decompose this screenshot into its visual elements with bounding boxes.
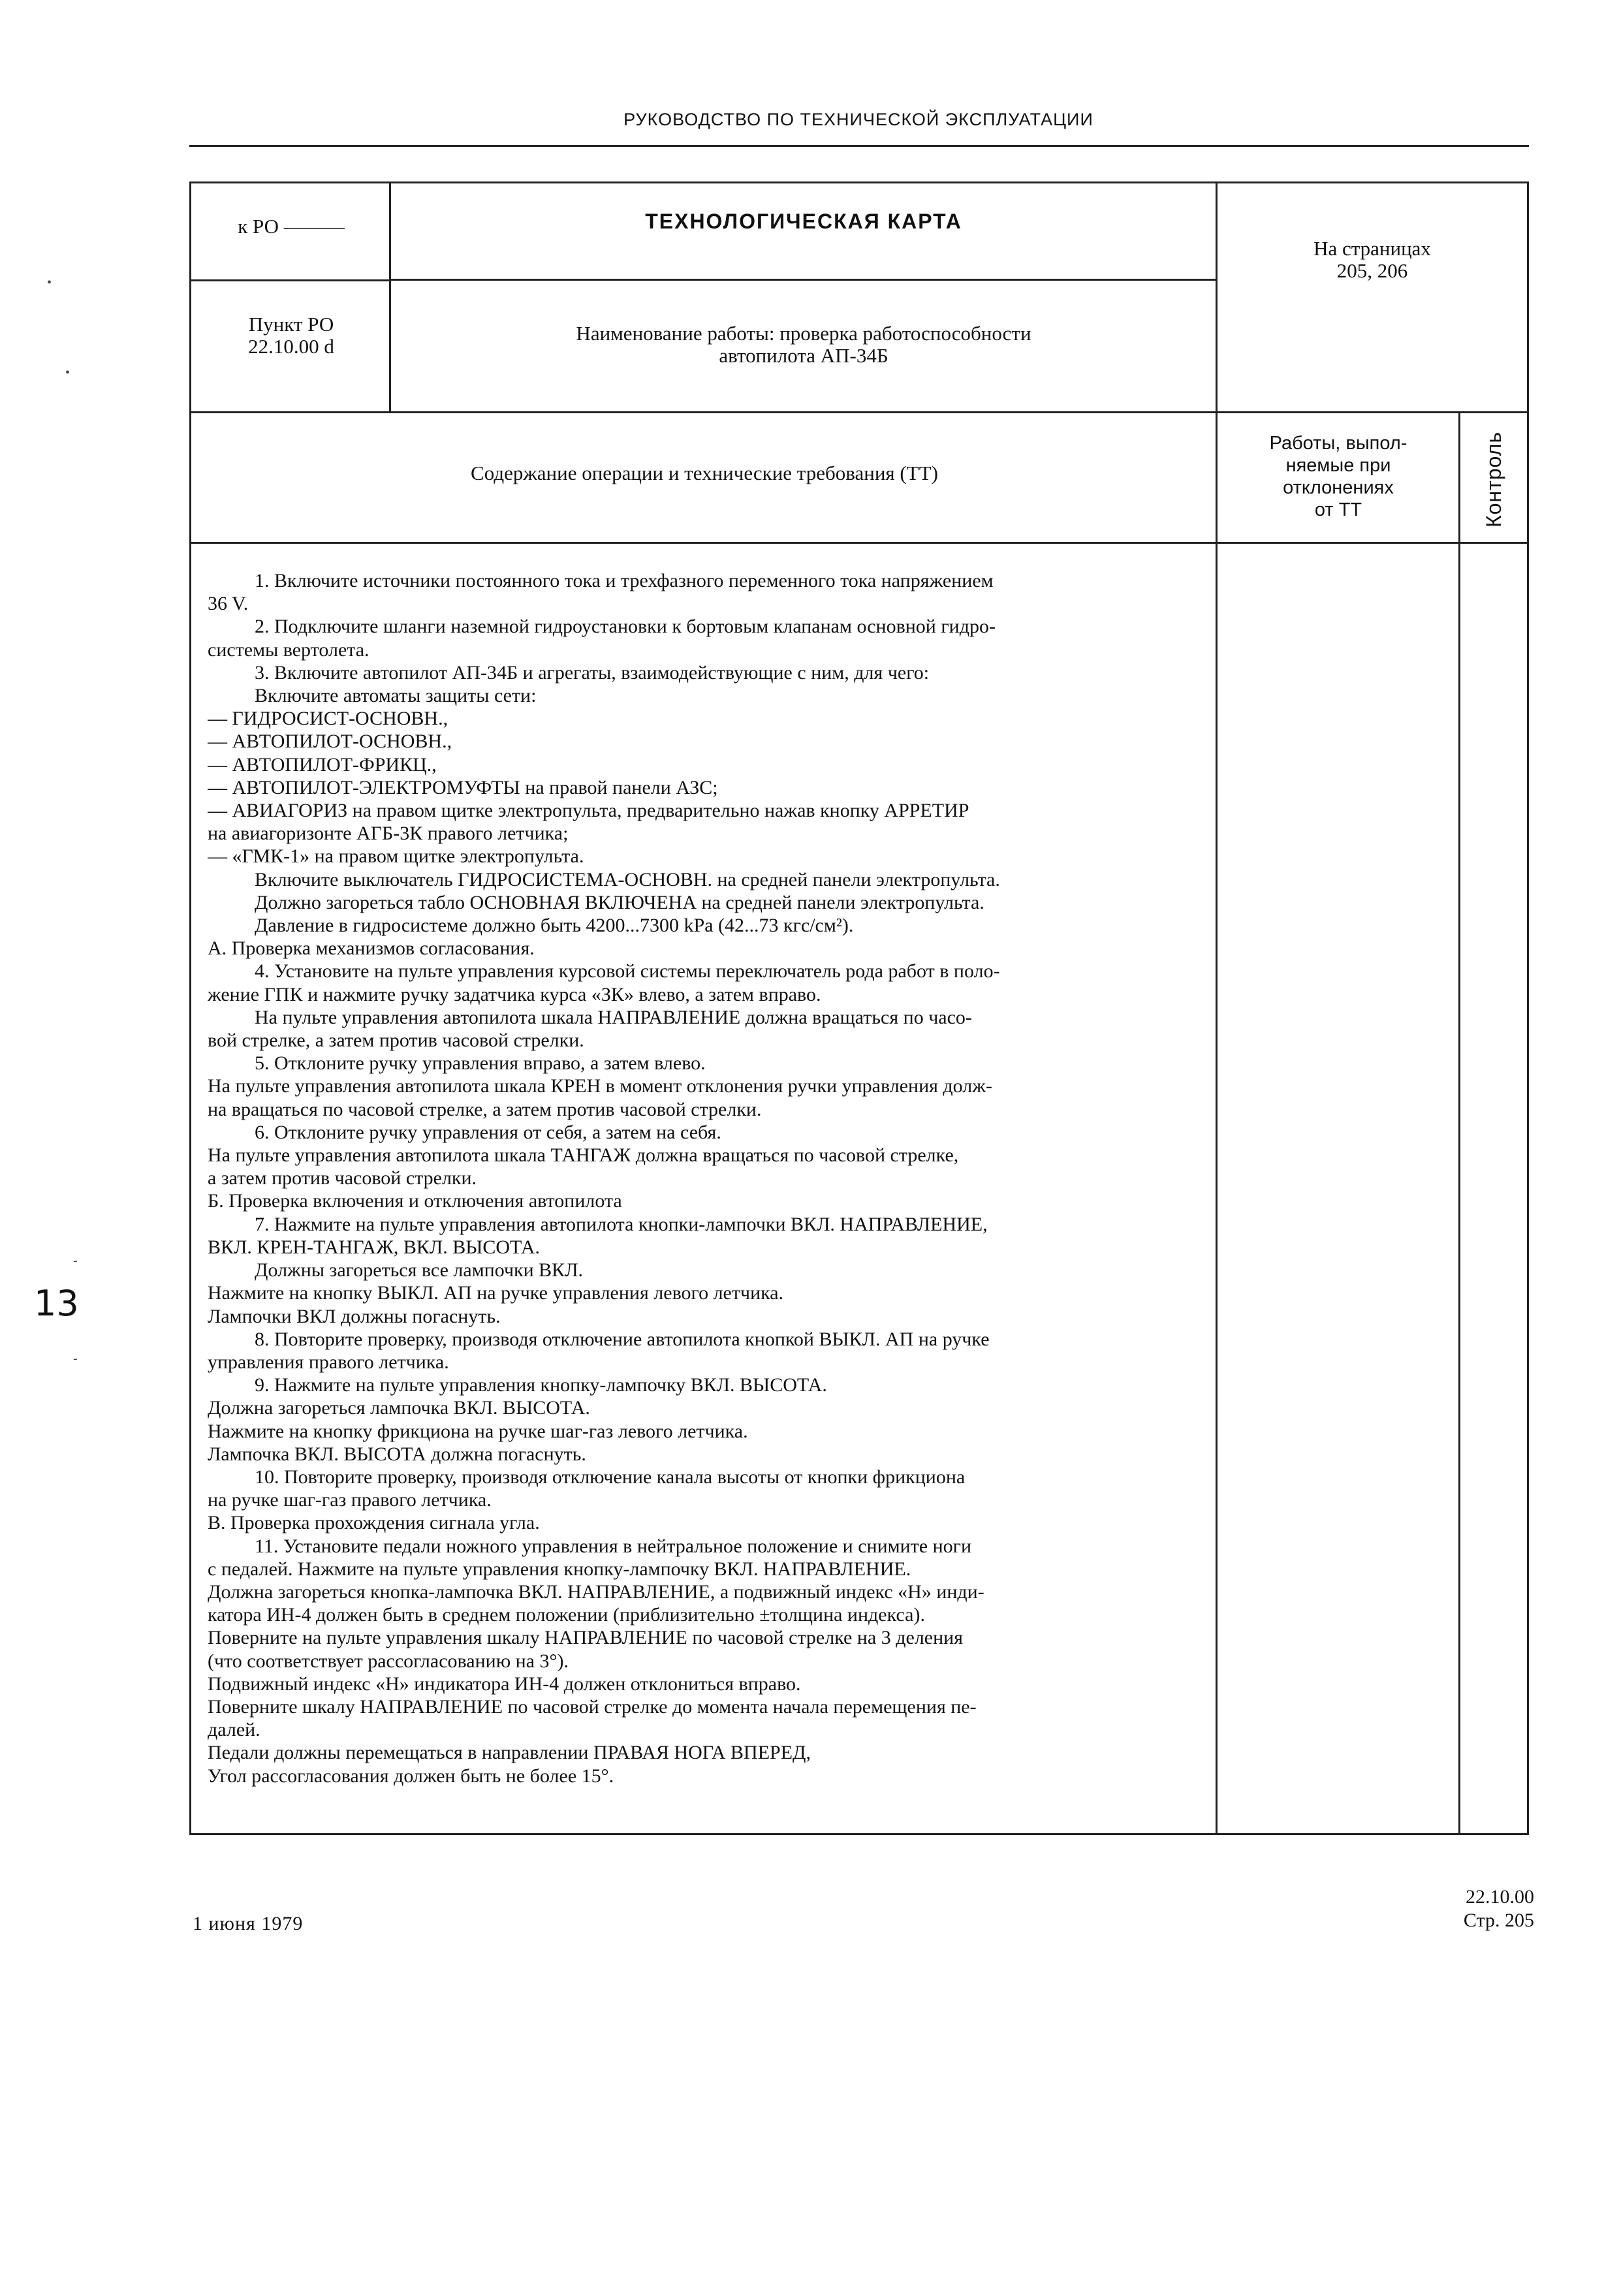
ref-label: к РО ———: [238, 215, 345, 238]
header-rule: [189, 145, 1529, 147]
table-bottom-border: [189, 1833, 1529, 1835]
pages-value: 205, 206: [1336, 259, 1408, 282]
content-line: На пульте управления автопилота шкала КРЕН в момент отклонения ручки управления долж-: [208, 1075, 992, 1097]
content-line: 10. Повторите проверку, производя отключение канала высоты от кнопки фрикциона: [255, 1466, 966, 1488]
work-name-line2: автопилота АП-34Б: [719, 344, 888, 367]
content-line: 3. Включите автопилот АП-34Б и агрегаты, взаимодействующие с ним, для чего:: [255, 661, 930, 684]
content-line: А. Проверка механизмов согласования.: [208, 937, 535, 960]
content-line: Поверните шкалу НАПРАВЛЕНИЕ по часовой стрелке до момента начала перемещения пе-: [208, 1695, 977, 1718]
title-row-divider: [389, 279, 1217, 281]
content-line: системы вертолета.: [208, 638, 369, 661]
content-line: Включите выключатель ГИДРОСИСТЕМА-ОСНОВН. на средней панели электропульта.: [255, 868, 1000, 890]
content-line: а затем против часовой стрелки.: [208, 1167, 477, 1189]
card-title: ТЕХНОЛОГИЧЕСКАЯ КАРТА: [645, 210, 962, 233]
content-line: На пульте управления автопилота шкала ТАНГАЖ должна вращаться по часовой стрелке,: [208, 1144, 959, 1167]
content-line: — АВИАГОРИЗ на правом щитке электропульта, предварительно нажав кнопку АРРЕТИР: [208, 800, 969, 822]
content-line: катора ИН-4 должен быть в среднем положении (приблизительно ±толщина индекса).: [208, 1604, 925, 1626]
content-line: 4. Установите на пульте управления курсовой системы переключатель рода работ в поло-: [255, 960, 1000, 983]
content-line: — ГИДРОСИСТ-ОСНОВН.,: [208, 708, 448, 730]
content-line: Давление в гидросистеме должно быть 4200...7300 kPa (42...73 кгс/см²).: [255, 915, 854, 937]
content-line: Подвижный индекс «Н» индикатора ИН-4 должен отклониться вправо.: [208, 1673, 801, 1695]
content-line: 11. Установите педали ножного управления в нейтральное положение и снимите ноги: [255, 1535, 972, 1557]
content-line: — АВТОПИЛОТ-ФРИКЦ.,: [208, 753, 437, 776]
margin-mark: •: [65, 366, 71, 380]
content-line: (что соответствует рассогласованию на 3°).: [208, 1650, 569, 1672]
content-line: вой стрелке, а затем против часовой стрелки.: [208, 1030, 584, 1052]
work-name-line1: Наименование работы: проверка работоспособности: [576, 322, 1031, 345]
col-deviation-line4: от ТТ: [1314, 499, 1362, 520]
content-line: — «ГМК-1» на правом щитке электропульта.: [208, 845, 584, 868]
pages-label: На страницах: [1313, 237, 1431, 260]
column-header-bottom: [189, 542, 1529, 544]
margin-handwritten-number: 13: [34, 1283, 79, 1324]
content-line: Должно загореться табло ОСНОВНАЯ ВКЛЮЧЕНА на средней панели электропульта.: [255, 891, 984, 913]
content-line: Угол рассогласования должен быть не более 15°.: [208, 1765, 614, 1787]
col-deviation-line2: няемые при: [1285, 455, 1391, 476]
content-line: Педали должны перемещаться в направлении ПРАВАЯ НОГА ВПЕРЕД,: [208, 1742, 811, 1764]
control-column-left: [1458, 411, 1460, 1835]
operation-content: [208, 569, 1213, 1787]
footer-date: 1 июня 1979: [193, 1913, 304, 1934]
content-line: 9. Нажмите на пульте управления кнопку-лампочку ВКЛ. ВЫСОТА.: [255, 1374, 827, 1396]
col-control-header: Контроль: [1482, 432, 1505, 527]
content-line: Поверните на пульте управления шкалу НАПРАВЛЕНИЕ по часовой стрелке на 3 деления: [208, 1627, 964, 1649]
content-line: Лампочки ВКЛ должны погаснуть.: [208, 1305, 501, 1327]
table-right-border: [1527, 181, 1529, 1835]
content-line: — АВТОПИЛОТ-ЭЛЕКТРОМУФТЫ на правой панели АЗС;: [208, 776, 718, 798]
col-deviation-line3: отклонениях: [1283, 477, 1394, 498]
content-line: 7. Нажмите на пульте управления автопилота кнопки-лампочки ВКЛ. НАПРАВЛЕНИЕ,: [255, 1213, 988, 1235]
content-line: ВКЛ. КРЕН-ТАНГАЖ, ВКЛ. ВЫСОТА.: [208, 1236, 541, 1258]
margin-mark: •: [47, 275, 52, 290]
content-line: Включите автоматы защиты сети:: [255, 685, 537, 707]
item-value: 22.10.00 d: [248, 335, 334, 358]
content-line: далей.: [208, 1719, 260, 1741]
margin-mark: -: [73, 1351, 78, 1366]
footer-page: Стр. 205: [1463, 1910, 1534, 1931]
content-line: Нажмите на кнопку фрикциона на ручке шаг-газ левого летчика.: [208, 1420, 748, 1442]
content-line: жение ГПК и нажмите ручку задатчика курса «ЗК» влево, а затем вправо.: [208, 983, 821, 1005]
content-line: 2. Подключите шланги наземной гидроустановки к бортовым клапанам основной гидро-: [255, 616, 996, 638]
content-line: В. Проверка прохождения сигнала угла.: [208, 1512, 540, 1534]
table-left-border: [189, 181, 191, 1835]
footer-section: 22.10.00: [1466, 1886, 1534, 1908]
content-line: с педалей. Нажмите на пульте управления кнопку-лампочку ВКЛ. НАПРАВЛЕНИЕ.: [208, 1558, 911, 1580]
ref-row-divider: [189, 279, 389, 281]
col-deviation-line1: Работы, выпол-: [1269, 433, 1407, 454]
content-line: 36 V.: [208, 593, 249, 615]
content-line: Лампочка ВКЛ. ВЫСОТА должна погаснуть.: [208, 1443, 586, 1465]
content-line: на вращаться по часовой стрелке, а затем против часовой стрелки.: [208, 1098, 762, 1120]
content-line: 6. Отклоните ручку управления от себя, а затем на себя.: [255, 1121, 721, 1143]
content-line: на авиагоризонте АГБ-3К правого летчика;: [208, 823, 569, 845]
ref-column-divider: [389, 181, 391, 411]
content-line: Должна загореться кнопка-лампочка ВКЛ. НАПРАВЛЕНИЕ, а подвижный индекс «Н» инди-: [208, 1580, 984, 1603]
content-line: 8. Повторите проверку, производя отключение автопилота кнопкой ВЫКЛ. АП на ручке: [255, 1328, 990, 1350]
header-block-bottom: [189, 411, 1529, 413]
margin-mark: -: [73, 1253, 78, 1268]
col-content-header: Содержание операции и технические требования (ТТ): [471, 462, 938, 484]
deviation-column-left: [1216, 181, 1218, 1835]
content-line: 1. Включите источники постоянного тока и трехфазного переменного тока напряжением: [255, 570, 994, 591]
content-line: 5. Отклоните ручку управления вправо, а затем влево.: [255, 1052, 706, 1075]
footer-page-block: [1436, 1885, 1534, 1932]
content-line: на ручке шаг-газ правого летчика.: [208, 1489, 492, 1511]
running-header: РУКОВОДСТВО ПО ТЕХНИЧЕСКОЙ ЭКСПЛУАТАЦИИ: [623, 110, 1093, 129]
content-line: Должны загореться все лампочки ВКЛ.: [255, 1259, 584, 1282]
content-line: Должна загореться лампочка ВКЛ. ВЫСОТА.: [208, 1397, 590, 1419]
content-line: — АВТОПИЛОТ-ОСНОВН.,: [208, 731, 452, 753]
content-line: управления правого летчика.: [208, 1351, 449, 1373]
content-line: Б. Проверка включения и отключения автопилота: [208, 1190, 622, 1212]
content-line: На пульте управления автопилота шкала НАПРАВЛЕНИЕ должна вращаться по часо-: [255, 1006, 972, 1028]
item-label: Пункт РО: [248, 313, 334, 336]
content-line: Нажмите на кнопку ВЫКЛ. АП на ручке управления левого летчика.: [208, 1282, 784, 1304]
